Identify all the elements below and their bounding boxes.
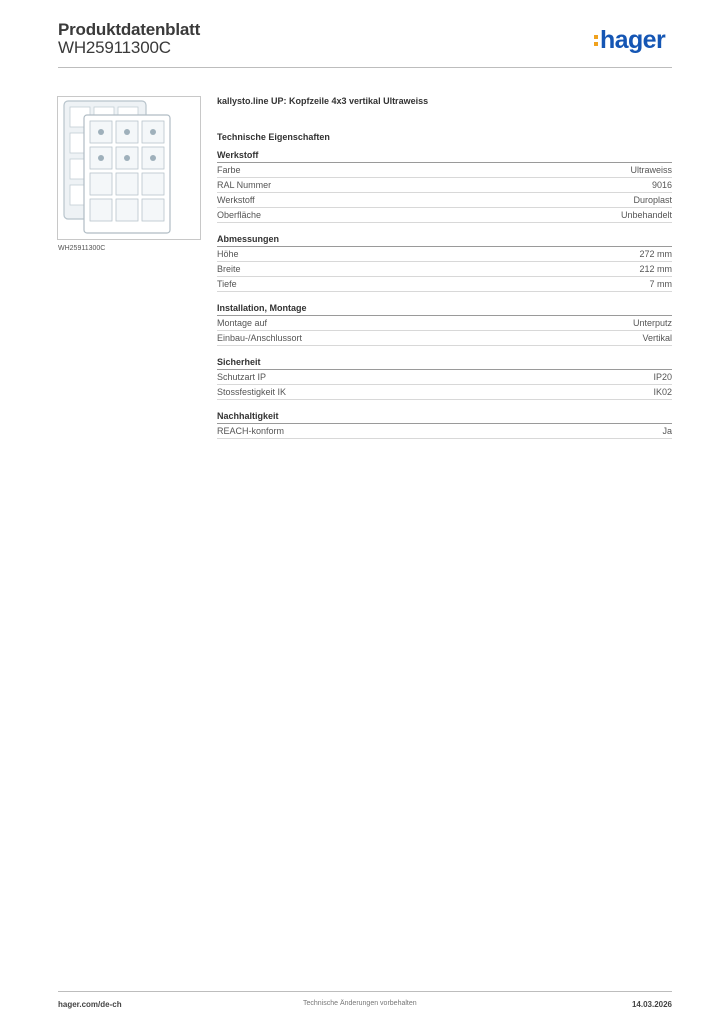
spec-row bbox=[217, 193, 672, 208]
spec-value: 7 mm bbox=[649, 279, 672, 289]
hager-logo: hager bbox=[600, 26, 666, 54]
spec-row bbox=[217, 331, 672, 346]
image-caption: WH25911300C bbox=[58, 245, 106, 252]
section-title: Sicherheit bbox=[217, 356, 672, 370]
section-title: Abmessungen bbox=[217, 233, 672, 247]
spec-value: Vertikal bbox=[642, 333, 672, 343]
spec-label: Farbe bbox=[217, 165, 241, 175]
spec-row bbox=[217, 385, 672, 400]
footer-notice: Technische Änderungen vorbehalten bbox=[303, 1000, 417, 1007]
spec-label: Montage auf bbox=[217, 318, 268, 328]
spec-value: IP20 bbox=[653, 372, 672, 382]
spec-section-abmessungen bbox=[217, 233, 672, 292]
spec-row bbox=[217, 163, 672, 178]
product-name: kallysto.line UP: Kopfzeile 4x3 vertikal Ultraweiss bbox=[217, 96, 429, 106]
frame-illustration bbox=[58, 97, 200, 239]
spec-value: 272 mm bbox=[639, 249, 672, 259]
spec-section-sicherheit bbox=[217, 356, 672, 400]
spec-value: Unbehandelt bbox=[620, 210, 672, 220]
spec-row bbox=[217, 208, 672, 223]
spec-row bbox=[217, 262, 672, 277]
spec-section-werkstoff bbox=[217, 149, 672, 223]
spec-label: Werkstoff bbox=[217, 195, 255, 205]
spec-label: REACH-konform bbox=[217, 426, 285, 436]
footer-website-link[interactable]: hager.com/de-ch bbox=[58, 1000, 122, 1009]
spec-value: IK02 bbox=[653, 387, 672, 397]
spec-label: Stossfestigkeit IK bbox=[217, 387, 287, 397]
spec-row bbox=[217, 247, 672, 262]
spec-row bbox=[217, 424, 672, 439]
spec-label: Tiefe bbox=[217, 279, 237, 289]
spec-value: Ja bbox=[662, 426, 672, 436]
spec-value: Duroplast bbox=[633, 195, 672, 205]
spec-row bbox=[217, 316, 672, 331]
spec-label: Schutzart IP bbox=[217, 372, 267, 382]
section-title: Installation, Montage bbox=[217, 302, 672, 316]
spec-label: RAL Nummer bbox=[217, 180, 272, 190]
product-image bbox=[57, 96, 201, 240]
spec-value: Ultraweiss bbox=[630, 165, 672, 175]
specs-heading: Technische Eigenschaften bbox=[217, 132, 330, 142]
spec-section-installation bbox=[217, 302, 672, 346]
section-title: Werkstoff bbox=[217, 149, 672, 163]
spec-label: Oberfläche bbox=[217, 210, 262, 220]
section-title: Nachhaltigkeit bbox=[217, 410, 672, 424]
footer-divider bbox=[58, 991, 672, 992]
article-number: WH25911300C bbox=[58, 38, 171, 57]
spec-label: Einbau-/Anschlussort bbox=[217, 333, 303, 343]
spec-label: Breite bbox=[217, 264, 241, 274]
spec-content bbox=[217, 96, 672, 449]
document-title: Produktdatenblatt bbox=[58, 20, 201, 39]
spec-label: Höhe bbox=[217, 249, 239, 259]
spec-value: Unterputz bbox=[632, 318, 672, 328]
spec-row bbox=[217, 370, 672, 385]
spec-value: 212 mm bbox=[639, 264, 672, 274]
spec-row bbox=[217, 277, 672, 292]
spec-row bbox=[217, 178, 672, 193]
spec-section-nachhaltigkeit bbox=[217, 410, 672, 439]
footer-date: 14.03.2026 bbox=[631, 1000, 672, 1009]
spec-value: 9016 bbox=[651, 180, 672, 190]
header-divider bbox=[58, 67, 672, 68]
